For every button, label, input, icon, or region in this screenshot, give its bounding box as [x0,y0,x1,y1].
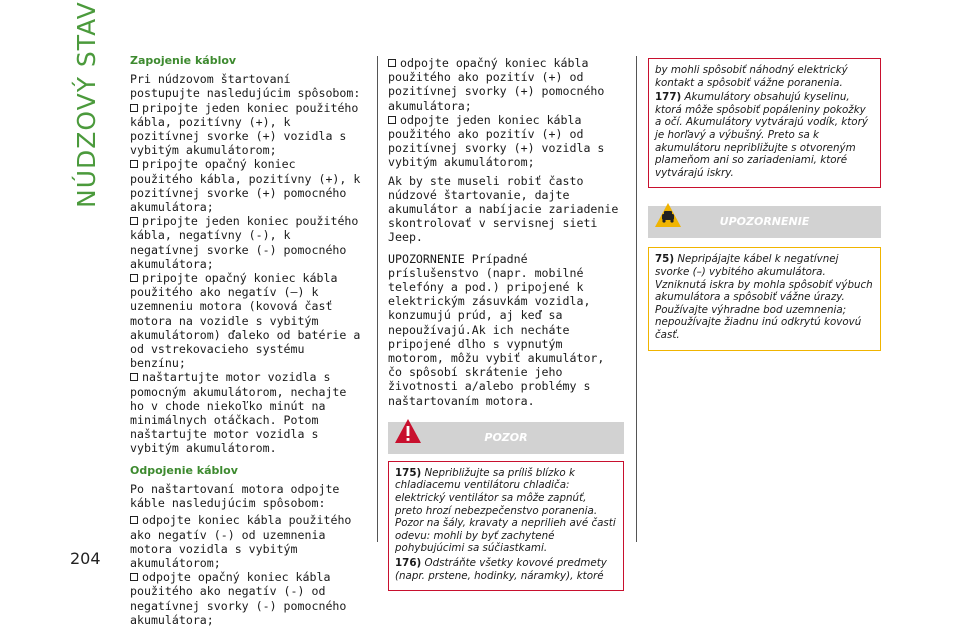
list-item: pripojte jeden koniec použitého kábla, negatívny (-), k negatívnej svorke (-) pomocného akumulátora; [130,214,359,271]
page-number: 204 [70,549,101,568]
checkbox-bullet-icon [130,573,138,581]
warning-box [388,461,624,591]
note-text: Akumulátory obsahujú kyselinu, ktorá môže spôsobiť popáleniny pokožky a očí. Akumulátory vytvárajú vodík, ktorý je horľavý a výbušný. Preto sa k akumulátoru nepribližujte s otvoreným plameňom ani so zariadeniami, ktoré vytvárajú iskry. [655,91,868,179]
note-number: 75) [655,253,675,266]
heading-connect-cables: Zapojenie káblov [130,54,237,67]
list-item: naštartujte motor vozidla s pomocným akumulátorom, nechajte ho v chode niekoľko minút na minimálnych otáčkach. Potom naštartujte motor vozidla s vybitým akumulátorom. [130,370,347,456]
heading-disconnect-cables: Odpojenie káblov [130,463,238,477]
column-3 [648,56,881,351]
caution-label: UPOZORNENIE [719,215,810,229]
list-item: odpojte koniec kábla použitého ako negatív (-) od uzemnenia motora vozidla s vybitým akumulátorom; [130,513,352,570]
column-divider [377,56,378,542]
note-number: 177) [655,91,682,104]
warning-header [388,422,624,454]
note-text: by mohli spôsobiť náhodný elektrický kontakt a spôsobiť vážne poranenia. [655,64,848,89]
warning-label: POZOR [484,430,528,444]
checkbox-bullet-icon [130,373,138,381]
note-text: Odstráňte všetky kovové predmety (napr. prstene, hodinky, náramky), ktoré [395,557,607,582]
list-item: pripojte opačný koniec kábla použitého ako negatív (–) k uzemneniu motora (kovová časť motora na vozidle s vybitým akumulátorom) ďaleko od batérie a od vstrekovacieho systému benzínu; [130,271,361,371]
column-1 [130,54,365,627]
paragraph-notice-accessories: UPOZORNENIE Prípadné príslušenstvo (napr. mobilné telefóny a pod.) pripojené k elektrickým zásuvkám vozidla, konzumujú prúd, aj keď sa nepoužívajú.Ak ich necháte pripojené dlho s vypnutým motorom, môžu vybiť akumulátor, čo spôsobí skrátenie jeho životnosti a/alebo problémy s naštartovaním motora. [388,251,605,408]
checkbox-bullet-icon [130,516,138,524]
intro-connect: Pri núdzovom štartovaní postupujte nasledujúcim spôsobom: [130,72,361,101]
caution-header [648,206,881,238]
checkbox-bullet-icon [130,160,138,168]
checkbox-bullet-icon [130,104,138,112]
checkbox-bullet-icon [388,59,396,67]
note-text: Nepribližujte sa príliš blízko k chladiacemu ventilátoru chladiča: elektrický ventilátor sa môže zapnúť, preto hrozí nebezpečenstvo poranenia. Pozor na šály, kravaty a neprilieh avé časti odevu: mohli by byť zachytené pohybujúcimi sa súčiastkami. [395,466,616,555]
list-item: odpojte opačný koniec kábla použitého ako negatív (-) od negatívnej svorky (-) pomocného akumulátora; [130,570,347,627]
note-text: Nepripájajte kábel k negatívnej svorke (–) vybitého akumulátora. Vzniknutá iskra by mohla spôsobiť výbuch akumulátora a spôsobiť vážne úrazy. Používajte výhradne bod uzemnenia; nepoužívajte žiadnu inú odkrytú kovovú časť. [655,253,873,341]
list-item: odpojte opačný koniec kábla použitého ako pozitív (+) od pozitívnej svorky (+) pomocného akumulátora; [388,56,605,113]
caution-box [648,247,881,350]
column-2 [388,56,624,591]
checkbox-bullet-icon [130,217,138,225]
note-number: 176) [395,557,422,570]
chapter-side-title: NÚDZOVÝ STAV [72,1,101,208]
note-number: 175) [395,466,422,479]
intro-disconnect: Po naštartovaní motora odpojte káble nasledujúcim spôsobom: [130,481,340,511]
list-item: odpojte jeden koniec kábla použitého ako pozitív (+) od pozitívnej svorky (+) vozidla s vybitým akumulátorom; [388,112,605,170]
warning-box-continued [648,58,881,188]
list-item: pripojte jeden koniec použitého kábla, pozitívny (+), k pozitívnej svorke (+) vozidla s vybitým akumulátorom; [130,100,359,158]
checkbox-bullet-icon [130,274,138,282]
list-item: pripojte opačný koniec použitého kábla, pozitívny (+), k pozitívnej svorke (+) pomocného akumulátora; [130,157,361,215]
column-divider [636,56,637,542]
checkbox-bullet-icon [388,116,396,124]
paragraph-frequent-start: Ak by ste museli robiť často núdzové štartovanie, dajte akumulátor a nabíjacie zariadenie skontrolovať v servisnej sieti Jeep. [388,173,619,245]
